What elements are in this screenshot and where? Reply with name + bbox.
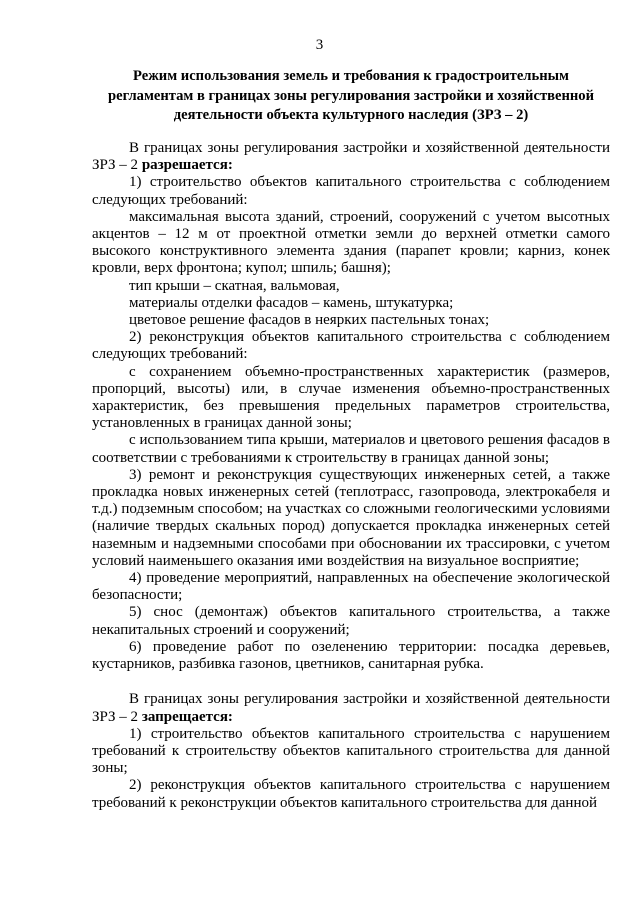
- allowed-item: цветовое решение фасадов в неярких пастельных тонах;: [129, 312, 490, 329]
- allowed-item: 2) реконструкция объектов капитального строительства с соблюдением следующих требований:: [92, 329, 610, 363]
- forbidden-item: 1) строительство объектов капитального строительства с нарушением требований к строительству объектов капитального строительства для данной зоны;: [92, 725, 610, 777]
- forbidden-intro: [92, 691, 610, 725]
- forbidden-intro-text: В границах зоны регулирования застройки и хозяйственной деятельности ЗРЗ – 2: [92, 691, 610, 725]
- forbidden-intro-bold: запрещается:: [141, 708, 233, 725]
- allowed-intro: [92, 140, 610, 174]
- allowed-intro-bold: разрешается:: [141, 157, 233, 174]
- allowed-intro-text: В границах зоны регулирования застройки и хозяйственной деятельности ЗРЗ – 2: [92, 140, 610, 174]
- allowed-item: с сохранением объемно-пространственных характеристик (размеров, пропорций, высоты) или, в случае изменения объемно-пространственных характеристик, без превышения предельных параметров строительства, установленных в границах данной зоны;: [92, 363, 610, 432]
- allowed-item: 6) проведение работ по озеленению территории: посадка деревьев, кустарников, разбивка газонов, цветников, санитарная рубка.: [92, 638, 610, 673]
- allowed-item: 5) снос (демонтаж) объектов капитального строительства, а также некапитальных строений и сооружений;: [92, 604, 610, 638]
- document-body: [92, 140, 610, 812]
- allowed-item: материалы отделки фасадов – камень, штукатурка;: [129, 294, 454, 311]
- document-title: Режим использования земель и требования к градостроительным регламентам в границах зоны регулирования застройки и хозяйственной деятельности объекта культурного наследия (ЗРЗ – 2): [108, 68, 594, 123]
- allowed-item: 1) строительство объектов капитального строительства с соблюдением следующих требований:: [92, 174, 610, 208]
- forbidden-item: 2) реконструкция объектов капитального строительства с нарушением требований к реконструкции объектов капитального строительства для данной: [92, 777, 610, 811]
- allowed-item: 4) проведение мероприятий, направленных на обеспечение экологической безопасности;: [92, 570, 610, 604]
- allowed-item: 3) ремонт и реконструкция существующих инженерных сетей, а также прокладка новых инженерных сетей (теплотрасс, газопровода, электрокабеля и т.д.) подземным способом; на участках со сложными геологическими условиями (наличие твердых скальных пород) допускается прокладка инженерных сетей наземным и надземными способами при обосновании их трассировки, с учетом условий наименьшего оказания ими воздействия на визуальное восприятие;: [92, 466, 610, 569]
- allowed-item: тип крыши – скатная, вальмовая,: [129, 277, 340, 294]
- page-number: 3: [315, 37, 324, 53]
- allowed-item: максимальная высота зданий, строений, сооружений с учетом высотных акцентов – 12 м от проектной отметки земли до верхней отметки самого высокого конструктивного элемента здания (парапет кровли; карниз, конек кровли, верх фронтона; купол; шпиль; башня);: [92, 208, 610, 277]
- allowed-item: с использованием типа крыши, материалов и цветового решения фасадов в соответствии с требованиями к строительству в границах данной зоны;: [92, 432, 610, 466]
